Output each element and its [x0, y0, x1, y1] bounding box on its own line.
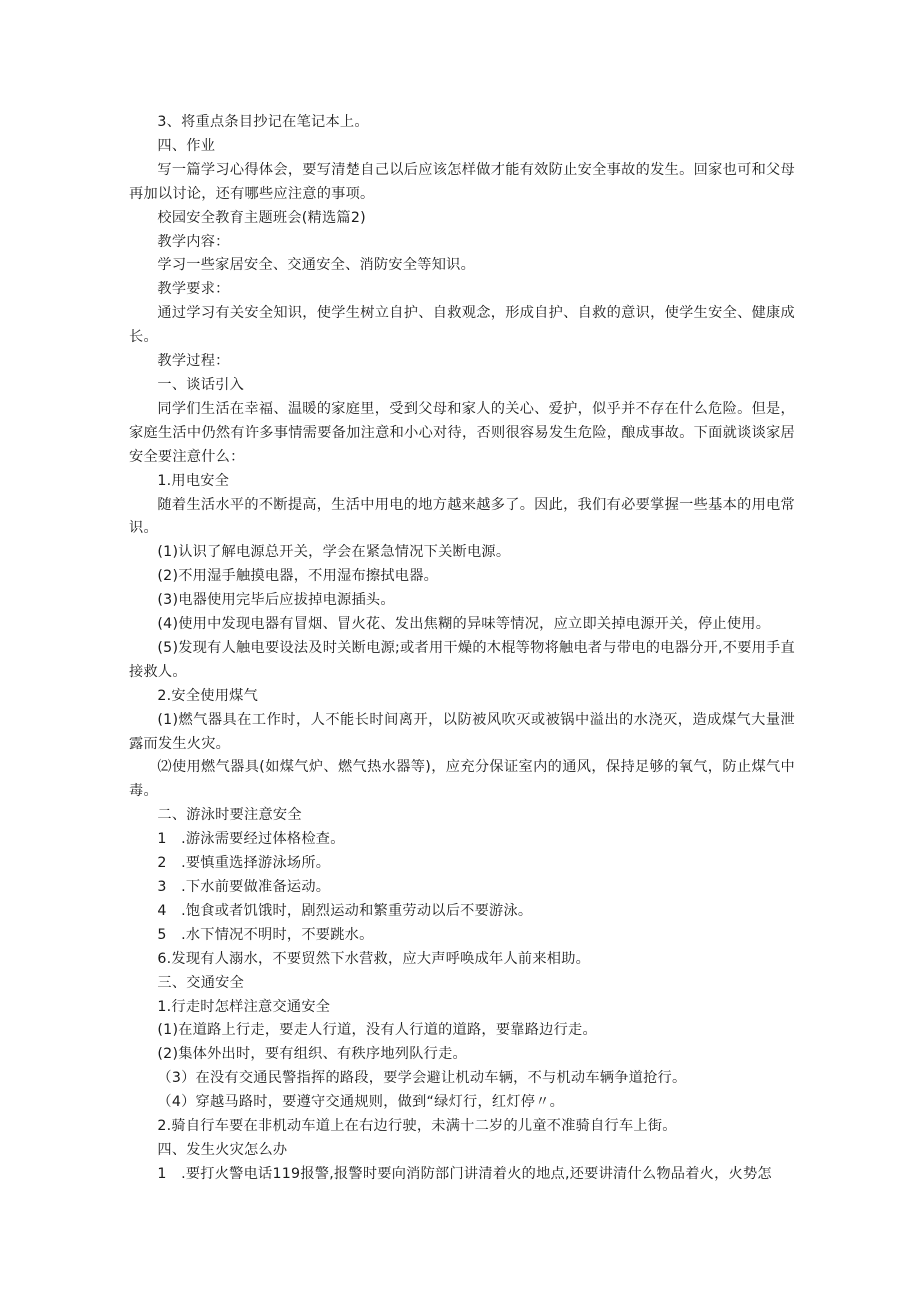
- list-item: (2)不用湿手触摸电器，不用湿布擦拭电器。: [157, 568, 439, 585]
- paragraph-3: 写一篇学习心得体会，要写清楚自己以后应该怎样做才能有效防止安全事故的发生。回家也可和父母再加以讨论，还有哪些应注意的事项。: [129, 161, 795, 202]
- document-body: [129, 111, 795, 1187]
- list-item: (1)认识了解电源总开关，学会在紧急情况下关断电源。: [157, 544, 511, 561]
- article-title: 校园安全教育主题班会(精选篇2): [157, 209, 366, 226]
- teaching-content-label: 教学内容：: [157, 233, 230, 250]
- section-heading-swimming: 二、游泳时要注意安全: [157, 807, 302, 824]
- paragraph-6: 学习一些家居安全、交通安全、消防安全等知识。: [157, 257, 476, 274]
- paragraph-13: 随着生活水平的不断提高，生活中用电的地方越来越多了。因此，我们有必要掌握一些基本的用电常识。: [129, 496, 795, 537]
- list-item: （4）穿越马路时，要遵守交通规则，做到“绿灯行，红灯停〃。: [157, 1094, 565, 1111]
- subheading-walking: 1.行走时怎样注意交通安全: [157, 998, 331, 1015]
- list-item: (3)电器使用完毕后应拔掉电源插头。: [157, 592, 395, 609]
- list-item: ⑵使用燃气器具(如煤气炉、燃气热水器等)，应充分保证室内的通风，保持足够的氧气，防止煤气中毒。: [129, 759, 795, 800]
- section-heading-traffic: 三、交通安全: [157, 974, 245, 991]
- list-item: 2 .要慎重选择游泳场所。: [157, 855, 331, 872]
- paragraph-11: 同学们生活在幸福、温暖的家庭里，受到父母和家人的关心、爱护，似乎并不存在什么危险。但是，家庭生活中仍然有许多事情需要备加注意和小心对待，否则很容易发生危险，酿成事故。下面就谈谈家居安全要注意什么：: [129, 400, 795, 465]
- paragraph-8: 通过学习有关安全知识，使学生树立自护、自救观念，形成自护、自救的意识，使学生安全、健康成长。: [129, 305, 795, 346]
- list-item: (2)集体外出时，要有组织、有秩序地列队行走。: [157, 1046, 467, 1063]
- list-item: (5)发现有人触电要设法及时关断电源;或者用干燥的木棍等物将触电者与带电的电器分开,不要用手直接救人。: [129, 639, 795, 680]
- section-heading-fire: 四、发生火灾怎么办: [157, 1141, 288, 1158]
- section-heading-homework: 四、作业: [157, 137, 216, 154]
- paragraph-1: 3、将重点条目抄记在笔记本上。: [157, 114, 369, 130]
- list-item: (4)使用中发现电器有冒烟、冒火花、发出焦糊的异味等情况，应立即关掉电源开关，停止使用。: [157, 616, 771, 633]
- subheading-gas: 2.安全使用煤气: [157, 687, 259, 704]
- section-heading-intro: 一、谈话引入: [157, 376, 245, 393]
- list-item: (1)在道路上行走，要走人行道，没有人行道的道路，要靠路边行走。: [157, 1022, 597, 1039]
- teaching-requirements-label: 教学要求：: [157, 281, 230, 298]
- subheading-cycling: 2.骑自行车要在非机动车道上在右边行驶，未满十二岁的儿童不准骑自行车上街。: [157, 1118, 677, 1135]
- subheading-electricity: 1.用电安全: [157, 472, 230, 489]
- list-item: 5 .水下情况不明时，不要跳水。: [157, 926, 374, 943]
- list-item: (1)燃气器具在工作时，人不能长时间离开，以防被风吹灭或被锅中溢出的水浇灭，造成煤气大量泄露而发生火灾。: [129, 711, 795, 752]
- list-item: 3 .下水前要做准备运动。: [157, 879, 331, 895]
- list-item: 1 .要打火警电话119报警,报警时要向消防部门讲清着火的地点,还要讲清什么物品着火，火势怎: [157, 1165, 772, 1182]
- list-item: （3）在没有交通民警指挥的路段，要学会避让机动车辆，不与机动车辆争道抢行。: [157, 1070, 687, 1087]
- list-item: 1 .游泳需要经过体格检查。: [157, 831, 345, 848]
- list-item: 4 .饱食或者饥饿时，剧烈运动和繁重劳动以后不要游泳。: [157, 902, 533, 919]
- list-item: 6.发现有人溺水，不要贸然下水营救，应大声呼唤成年人前来相助。: [157, 950, 591, 967]
- teaching-process-label: 教学过程：: [157, 353, 230, 370]
